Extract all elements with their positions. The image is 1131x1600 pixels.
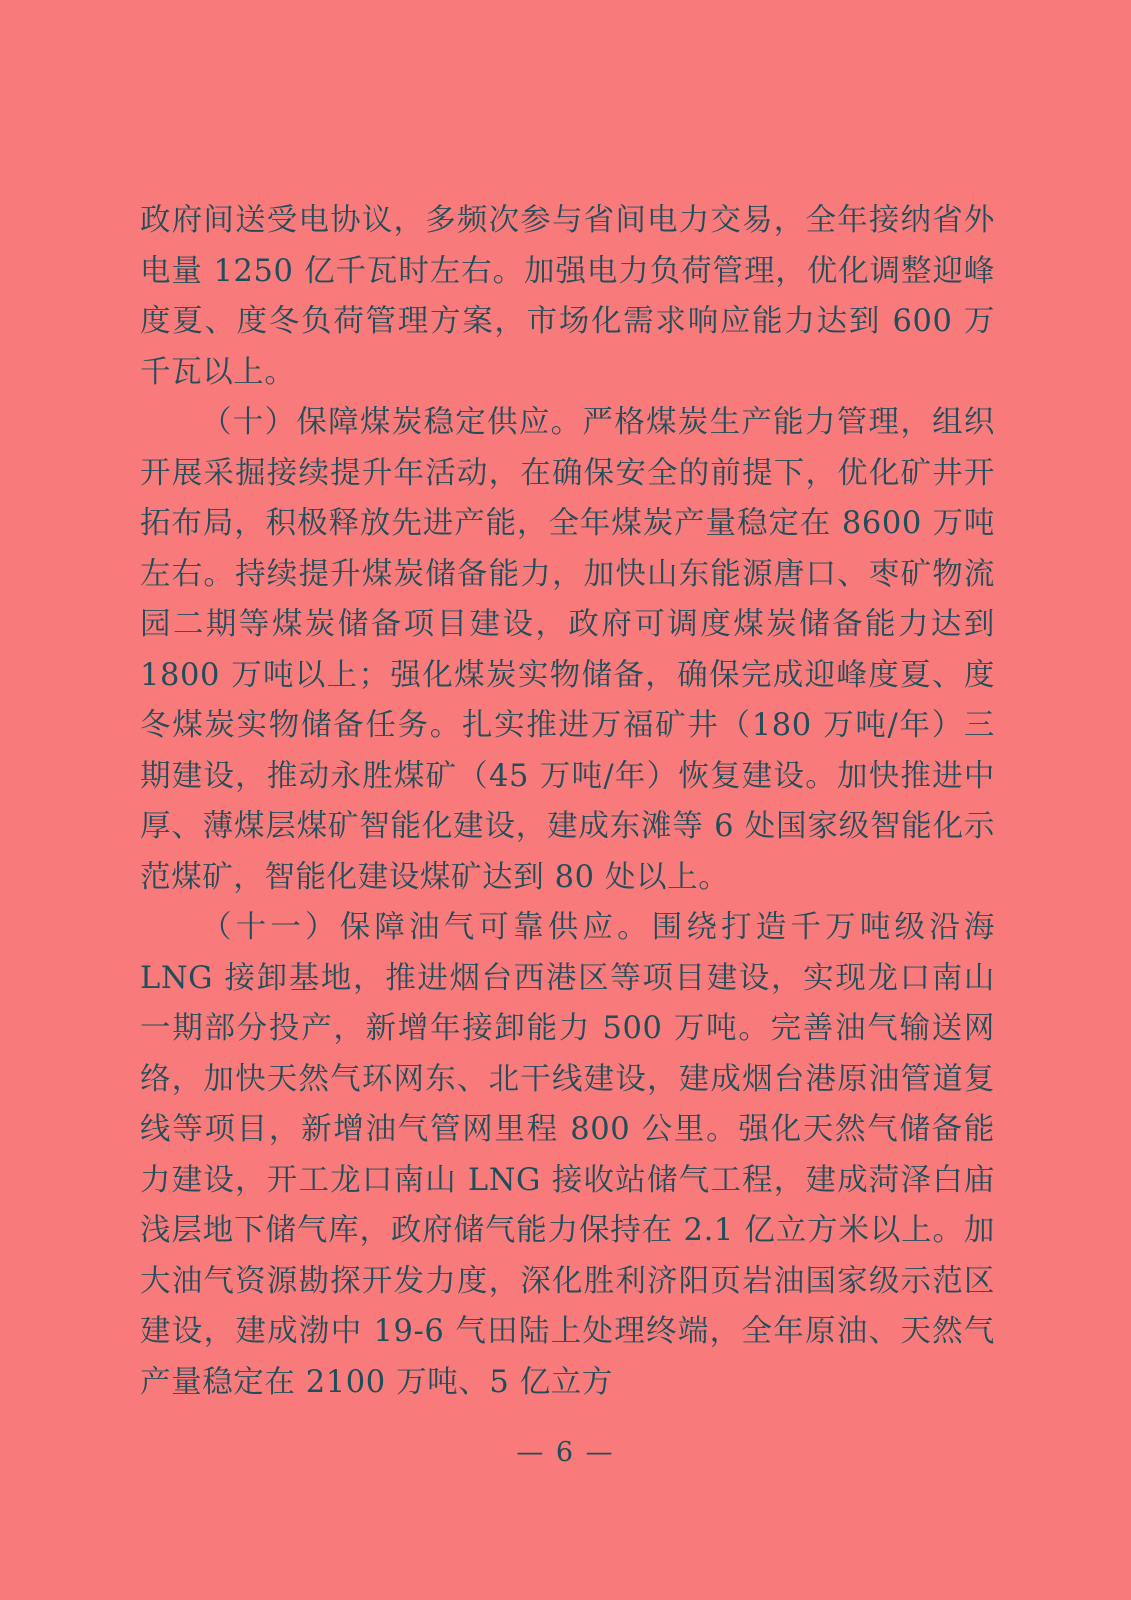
page-number: — 6 — bbox=[516, 1437, 615, 1468]
paragraph-section-eleven: （十一）保障油气可靠供应。围绕打造千万吨级沿海 LNG 接卸基地，推进烟台西港区等项目建设，实现龙口南山一期部分投产，新增年接卸能力 500 万吨。完善油气输送网络，加快天然气环网东、北干线建设，建成烟台港原油管道复线等项目，新增油气管网里程 800 公里。强化天然气储备能力建设，开工龙口南山 LNG 接收站储气工程，建成菏泽白庙浅层地下储气库，政府储气能力保持在 2.1 亿立方米以上。加大油气资源勘探开发力度，深化胜利济阳页岩油国家级示范区建设，建成渤中 19-6 气田陆上处理终端，全年原油、天然气产量稳定在 2100 万吨、5 亿立方 bbox=[140, 910, 995, 1400]
paragraph-section-ten: （十）保障煤炭稳定供应。严格煤炭生产能力管理，组织开展采掘接续提升年活动，在确保安全的前提下，优化矿井开拓布局，积极释放先进产能，全年煤炭产量稳定在 8600 万吨左右。持续提升煤炭储备能力，加快山东能源唐口、枣矿物流园二期等煤炭储备项目建设，政府可调度煤炭储备能力达到 1800 万吨以上；强化煤炭实物储备，确保完成迎峰度夏、度冬煤炭实物储备任务。扎实推进万福矿井（180 万吨/年）三期建设，推动永胜煤矿（45 万吨/年）恢复建设。加快推进中厚、薄煤层煤矿智能化建设，建成东滩等 6 处国家级智能化示范煤矿，智能化建设煤矿达到 80 处以上。 bbox=[140, 405, 995, 895]
paragraph-continuation: 政府间送受电协议，多频次参与省间电力交易，全年接纳省外电量 1250 亿千瓦时左右。加强电力负荷管理，优化调整迎峰度夏、度冬负荷管理方案，市场化需求响应能力达到 600 万千瓦以上。 bbox=[140, 203, 995, 390]
page-body bbox=[140, 196, 995, 1408]
